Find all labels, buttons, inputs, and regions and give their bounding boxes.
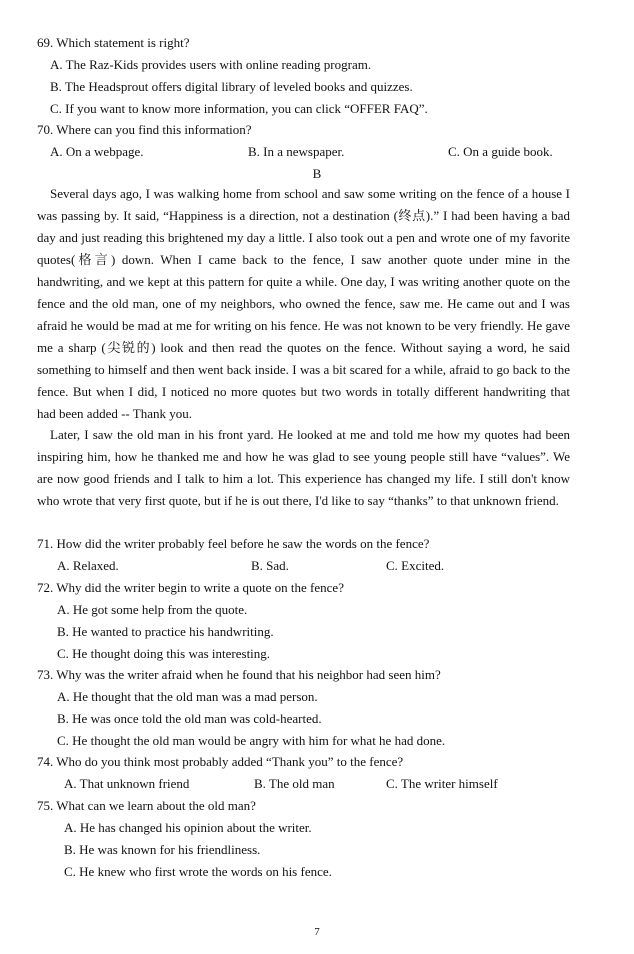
q69-option-c: C. If you want to know more information, you can click “OFFER FAQ”.	[50, 101, 428, 116]
q70-stem: 70. Where can you find this information?	[37, 122, 252, 137]
passage-paragraph-1: Several days ago, I was walking home from school and saw some writing on the fence of a house I was passing by. It said, “Happiness is a direction, not a destination (终点).” I had been having a bad day and just reading this brightened my day a little. I also took out a pen and wrote one of my favorite quotes(格言) down. When I came back to the fence, I saw another quote under mine in the handwriting, and we kept at this pattern for quite a while. One day, I was writing another quote on the fence and the old man, one of my neighbors, who owned the fence, saw me. He came out and I was afraid he would be mad at me for writing on his fence. He was not known to be very friendly. He gave me a sharp (尖锐的) look and then read the quotes on the fence. Without saying a word, he said something to himself and then went back inside. I was a bit scared for a while, afraid to go back to the fence. But when I did, I noticed no more quotes but two words in totally different handwriting that had been added -- Thank you.	[37, 186, 570, 421]
q73-option-b: B. He was once told the old man was cold-hearted.	[57, 711, 322, 726]
q74-stem: 74. Who do you think most probably added “Thank you” to the fence?	[37, 754, 404, 769]
q75-option-b: B. He was known for his friendliness.	[64, 842, 261, 857]
q74-option-b: B. The old man	[254, 776, 335, 791]
q75-option-a: A. He has changed his opinion about the writer.	[64, 820, 312, 835]
section-heading: B	[312, 166, 322, 181]
q72-stem: 72. Why did the writer begin to write a quote on the fence?	[37, 580, 344, 595]
q71-option-b: B. Sad.	[251, 558, 289, 573]
q71-stem: 71. How did the writer probably feel before he saw the words on the fence?	[37, 536, 430, 551]
q73-option-c: C. He thought the old man would be angry with him for what he had done.	[57, 733, 446, 748]
q70-option-a: A. On a webpage.	[50, 144, 144, 159]
page-number: 7	[314, 926, 320, 938]
q74-option-a: A. That unknown friend	[64, 776, 190, 791]
q73-option-a: A. He thought that the old man was a mad person.	[57, 689, 318, 704]
q71-option-c: C. Excited.	[386, 558, 445, 573]
q75-option-c: C. He knew who first wrote the words on his fence.	[64, 864, 332, 879]
q72-option-c: C. He thought doing this was interesting.	[57, 646, 271, 661]
q69-stem: 69. Which statement is right?	[37, 35, 190, 50]
passage-paragraph-2: Later, I saw the old man in his front yard. He looked at me and told me how my quotes had been inspiring him, how he thanked me and how he was glad to see young people still have “values”. We are now good friends and I talk to him a lot. This experience has changed my life. I still don't know who wrote that very first quote, but if he is out there, I'd like to say “thanks” to that unknown friend.	[37, 427, 570, 508]
q73-stem: 73. Why was the writer afraid when he found that his neighbor had seen him?	[37, 667, 441, 682]
q75-stem: 75. What can we learn about the old man?	[37, 798, 256, 813]
q72-option-b: B. He wanted to practice his handwriting.	[57, 624, 274, 639]
q69-option-a: A. The Raz-Kids provides users with online reading program.	[50, 57, 372, 72]
q72-option-a: A. He got some help from the quote.	[57, 602, 248, 617]
q74-option-c: C. The writer himself	[386, 776, 498, 791]
q70-option-c: C. On a guide book.	[448, 144, 553, 159]
q71-option-a: A. Relaxed.	[57, 558, 119, 573]
q70-option-b: B. In a newspaper.	[248, 144, 345, 159]
q69-option-b: B. The Headsprout offers digital library of leveled books and quizzes.	[50, 79, 413, 94]
